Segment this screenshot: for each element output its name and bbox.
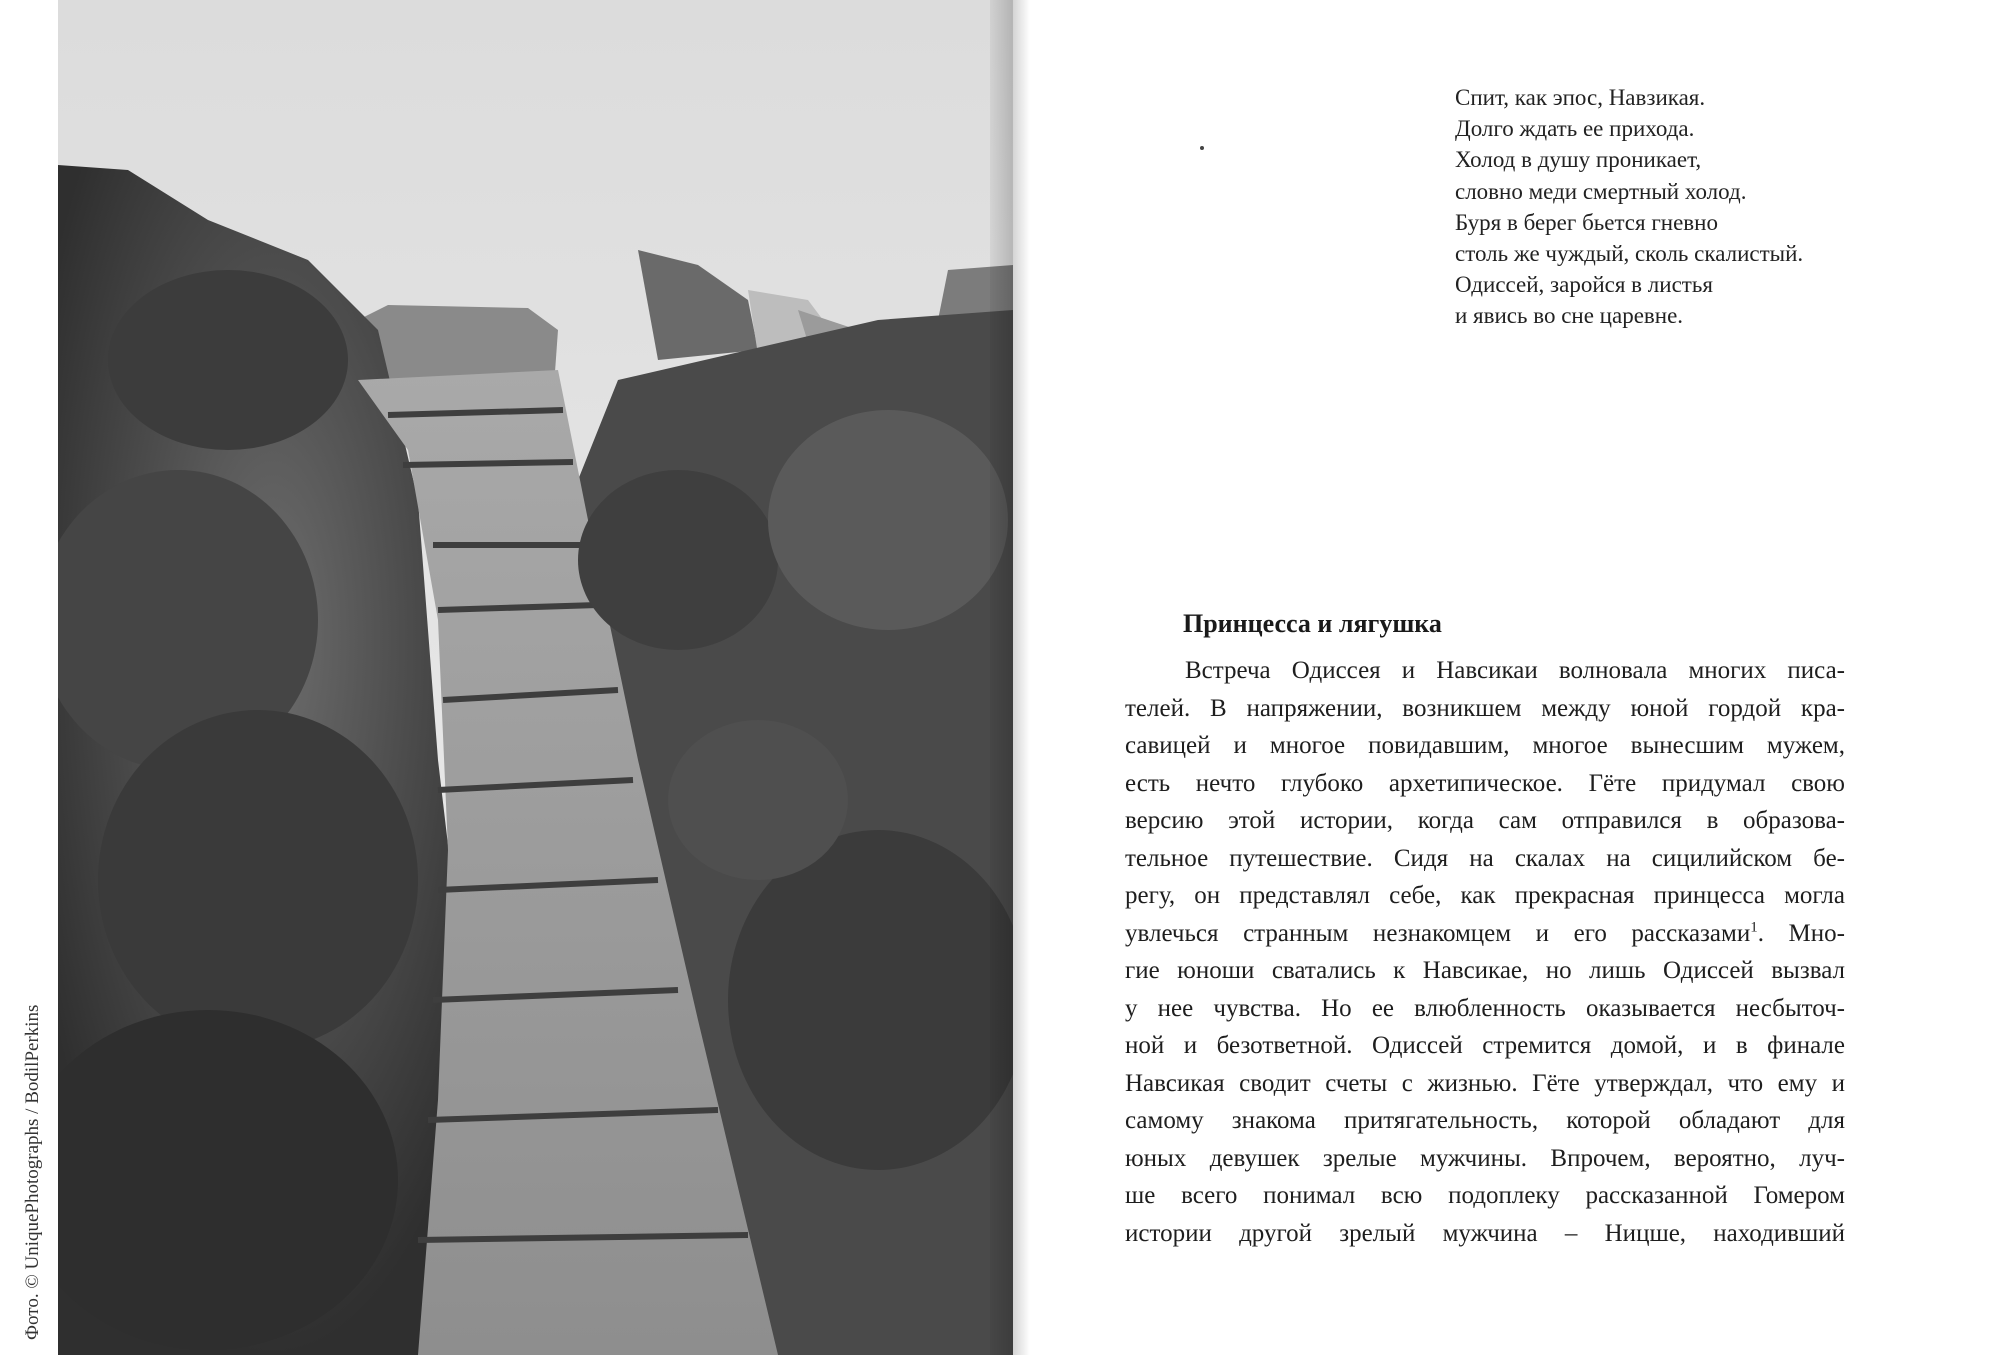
body-line: Навсикая сводит счеты с жизнью. Гёте утверждал, что ему и [1125, 1069, 1845, 1097]
body-line-with-footnote [1125, 915, 1845, 953]
body-line: гие юноши сватались к Навсикае, но лишь Одиссей вызвал [1125, 957, 1845, 984]
body-line: Встреча Одиссея и Навсикаи волновала многих писа- [1185, 657, 1845, 684]
photo-credit: Фото. © UniquePhotographs / BodilPerkins [22, 1004, 43, 1340]
body-line: телей. В напряжении, возникшем между юной гордой кра- [1125, 694, 1845, 722]
poem-line: столь же чуждый, сколь скалистый. [1455, 241, 1804, 267]
poem-line: Долго ждать ее прихода. [1455, 116, 1695, 142]
poem-line: и явись во сне царевне. [1455, 303, 1684, 329]
poem-epigraph [1455, 82, 1803, 332]
poem-line: словно меди смертный холод. [1455, 178, 1747, 204]
poem-line: Спит, как эпос, Навзикая. [1455, 85, 1706, 110]
body-line: регу, он представлял себе, как прекрасная принцесса могла [1125, 882, 1845, 909]
page-gutter [990, 0, 1030, 1355]
body-line-text: увлечься странным незнакомцем и его рассказами [1125, 919, 1751, 947]
body-line: савицей и многое повидавшим, многое вынесшим мужем, [1125, 732, 1845, 759]
section-heading: Принцесса и лягушка [1183, 609, 1442, 638]
stone-stairs-photo [58, 0, 1013, 1355]
body-line: юных девушек зрелые мужчины. Впрочем, вероятно, луч- [1125, 1144, 1845, 1172]
footnote-marker[interactable]: 1 [1750, 919, 1758, 936]
body-line: версию этой истории, когда сам отправился в образова- [1125, 807, 1845, 834]
poem-line: Одиссей, заройся в листья [1455, 272, 1713, 298]
poem-line: Холод в душу проникает, [1455, 147, 1702, 173]
poem-line: Буря в берег бьется гневно [1455, 209, 1718, 235]
body-line: тельное путешествие. Сидя на скалах на сицилийском бе- [1125, 844, 1845, 872]
stray-mark [1200, 146, 1204, 150]
body-line: истории другой зрелый мужчина – Ницше, находивший [1125, 1219, 1845, 1247]
body-text [1125, 652, 1845, 1252]
body-line: у нее чувства. Но ее влюбленность оказывается несбыточ- [1125, 994, 1845, 1022]
body-line-tail: . Мно- [1757, 919, 1845, 947]
body-line: ной и безответной. Одиссей стремится домой, и в финале [1125, 1032, 1845, 1059]
photo-illustration [58, 0, 1013, 1355]
body-line: есть нечто глубоко архетипическое. Гёте придумал свою [1125, 769, 1845, 797]
body-line: самому знакома притягательность, которой обладают для [1125, 1107, 1845, 1134]
body-line: ше всего понимал всю подоплеку рассказанной Гомером [1125, 1182, 1845, 1209]
